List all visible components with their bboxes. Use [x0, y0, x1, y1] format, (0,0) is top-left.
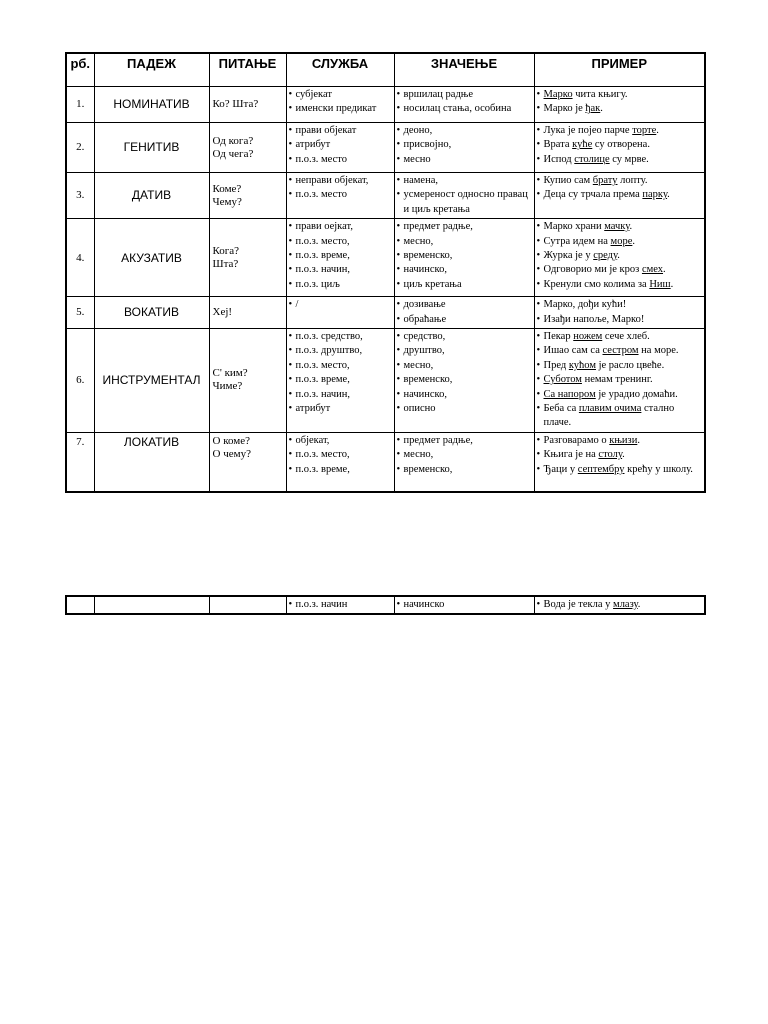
meaning-item: • описно — [397, 402, 532, 416]
cell-num: 3. — [66, 173, 94, 219]
cell-meaning — [394, 173, 534, 219]
example-highlight: среду — [593, 250, 618, 262]
cell-meaning — [394, 87, 534, 123]
example-highlight: куће — [572, 139, 593, 151]
header-case: ПАДЕЖ — [94, 53, 209, 87]
cases-table — [65, 52, 706, 493]
cell-question: О коме? О чему? — [209, 432, 286, 492]
example-item: • Вода је текла у млазу. — [537, 598, 703, 612]
example-highlight: ножем — [573, 331, 603, 343]
cell-num-empty — [66, 596, 94, 614]
cell-example — [534, 596, 705, 614]
example-list — [535, 123, 705, 168]
meaning-item: • циљ кретања — [397, 278, 532, 292]
meaning-item: • начинско, — [397, 263, 532, 277]
function-item: • п.о.з. начин — [289, 598, 392, 612]
function-item: • п.о.з. циљ — [289, 278, 392, 292]
cell-case: ЛОКАТИВ — [94, 432, 209, 492]
cell-question: Од кога? Од чега? — [209, 123, 286, 173]
cell-function — [286, 87, 394, 123]
function-list — [287, 297, 394, 313]
cell-case-empty — [94, 596, 209, 614]
function-item: • п.о.з. друштво, — [289, 344, 392, 358]
header-function: СЛУЖБА — [286, 53, 394, 87]
example-list — [535, 87, 705, 118]
cell-meaning — [394, 123, 534, 173]
table-row — [66, 297, 705, 329]
cell-num: 7. — [66, 432, 94, 492]
meaning-list — [395, 433, 534, 478]
table-row-continuation — [66, 596, 705, 614]
meaning-item: • месно, — [397, 359, 532, 373]
function-item: • / — [289, 298, 392, 312]
function-list — [287, 433, 394, 478]
meaning-list — [395, 219, 534, 293]
cell-function — [286, 173, 394, 219]
function-list — [287, 173, 394, 204]
meaning-item: • временско, — [397, 463, 532, 477]
example-item: • Купио сам брату лопту. — [537, 174, 703, 188]
meaning-item: • месно, — [397, 235, 532, 249]
example-list — [535, 329, 705, 432]
example-item: • Пекар ножем сече хлеб. — [537, 330, 703, 344]
cell-function — [286, 596, 394, 614]
function-item: • п.о.з. средство, — [289, 330, 392, 344]
meaning-item: • дозивање — [397, 298, 532, 312]
function-item: • п.о.з. место, — [289, 448, 392, 462]
cell-function — [286, 219, 394, 297]
example-item: • Беба са плавим очима стално плаче. — [537, 402, 703, 431]
meaning-item: • вршилац радње — [397, 88, 532, 102]
continuation-table — [65, 595, 706, 615]
function-item: • прави објекат — [289, 124, 392, 138]
example-item: • Суботом немам тренинг. — [537, 373, 703, 387]
function-item: • п.о.з. начин, — [289, 388, 392, 402]
meaning-item: • месно — [397, 153, 532, 167]
function-item: • п.о.з. место, — [289, 359, 392, 373]
header-question: ПИТАЊЕ — [209, 53, 286, 87]
example-highlight: торте — [632, 125, 657, 136]
meaning-item: • начинско — [397, 598, 532, 612]
function-item: • објекат, — [289, 434, 392, 448]
cell-function — [286, 432, 394, 492]
function-item: • п.о.з. место, — [289, 235, 392, 249]
table-row — [66, 329, 705, 433]
cell-meaning — [394, 432, 534, 492]
table-row — [66, 123, 705, 173]
example-item: • Марко је ђак. — [537, 102, 703, 116]
cell-function — [286, 329, 394, 433]
cell-question: Коме? Чему? — [209, 173, 286, 219]
example-item: • Врата куће су отворена. — [537, 138, 703, 152]
function-list — [287, 219, 394, 293]
meaning-item: • присвојно, — [397, 138, 532, 152]
meaning-item: • временско, — [397, 249, 532, 263]
example-highlight: ђак — [585, 103, 601, 115]
function-item: • п.о.з. место — [289, 153, 392, 167]
cell-num: 4. — [66, 219, 94, 297]
example-item: • Лука је појео парче торте. — [537, 124, 703, 138]
meaning-list — [395, 123, 534, 168]
meaning-item: • временско, — [397, 373, 532, 387]
cell-case: ГЕНИТИВ — [94, 123, 209, 173]
example-highlight: столице — [574, 153, 610, 165]
example-highlight: брату — [592, 175, 618, 186]
cell-function — [286, 123, 394, 173]
function-item: • субјекат — [289, 88, 392, 102]
example-highlight: Суботом — [543, 374, 582, 386]
cell-example — [534, 219, 705, 297]
table-row — [66, 219, 705, 297]
example-highlight: смех — [641, 264, 664, 276]
example-item: • Разговарамо о књизи. — [537, 434, 703, 448]
table-row — [66, 87, 705, 123]
meaning-item: • носилац стања, особина — [397, 102, 532, 116]
example-item: • Са напором је урадио домаћи. — [537, 388, 703, 402]
table-row — [66, 432, 705, 492]
example-item: • Кренули смо колима за Ниш. — [537, 278, 703, 292]
meaning-item: • усмереност односно правац и циљ кретања — [397, 188, 532, 217]
meaning-item: • предмет радње, — [397, 220, 532, 234]
meaning-list — [395, 329, 534, 417]
meaning-item: • намена, — [397, 174, 532, 188]
example-item: • Књига је на столу. — [537, 448, 703, 462]
example-item: • Марко, дођи кући! — [537, 298, 703, 312]
table-row — [66, 173, 705, 219]
header-example: ПРИМЕР — [534, 53, 705, 87]
cell-case: ДАТИВ — [94, 173, 209, 219]
function-item: • неправи објекат, — [289, 174, 392, 188]
function-list — [287, 87, 394, 118]
cell-meaning — [394, 297, 534, 329]
cell-case: ИНСТРУМЕНТАЛ — [94, 329, 209, 433]
header-meaning: ЗНАЧЕЊЕ — [394, 53, 534, 87]
cell-num: 2. — [66, 123, 94, 173]
header-row — [66, 53, 705, 87]
cell-question-empty — [209, 596, 286, 614]
example-item: • Ђаци у септембру крећу у школу. — [537, 463, 703, 477]
function-item: • именски предикат — [289, 102, 392, 116]
meaning-item: • обраћање — [397, 313, 532, 327]
function-item: • атрибут — [289, 138, 392, 152]
cell-meaning — [394, 219, 534, 297]
meaning-item: • друштво, — [397, 344, 532, 358]
cell-example — [534, 173, 705, 219]
cell-case: АКУЗАТИВ — [94, 219, 209, 297]
example-highlight: мачку — [604, 221, 630, 233]
cell-num: 5. — [66, 297, 94, 329]
cell-case: НОМИНАТИВ — [94, 87, 209, 123]
function-item: • п.о.з. место — [289, 188, 392, 202]
example-list — [535, 219, 705, 293]
example-list — [535, 297, 705, 328]
example-list — [535, 173, 705, 204]
cell-num: 1. — [66, 87, 94, 123]
cell-question: Хеј! — [209, 297, 286, 329]
example-item: • Одговорио ми је кроз смех. — [537, 263, 703, 277]
meaning-list — [395, 297, 534, 328]
meaning-item: • предмет радње, — [397, 434, 532, 448]
example-highlight: млазу — [613, 599, 638, 610]
example-item: • Журка је у среду. — [537, 249, 703, 263]
function-item: • п.о.з. време, — [289, 249, 392, 263]
example-item: • Сутра идем на море. — [537, 235, 703, 249]
example-highlight: столу — [598, 449, 623, 461]
function-item: • п.о.з. начин, — [289, 263, 392, 277]
example-highlight: кућом — [568, 359, 596, 371]
function-list — [287, 123, 394, 168]
function-item: • п.о.з. време, — [289, 373, 392, 387]
cell-question: С' ким? Чиме? — [209, 329, 286, 433]
function-item: • прави оејкат, — [289, 220, 392, 234]
cell-meaning — [394, 596, 534, 614]
example-highlight: књизи — [609, 434, 638, 446]
meaning-item: • месно, — [397, 448, 532, 462]
meaning-list — [395, 173, 534, 218]
function-item: • п.о.з. време, — [289, 463, 392, 477]
example-highlight: Ниш — [649, 278, 671, 290]
cell-example — [534, 123, 705, 173]
example-highlight: плавим очима — [578, 403, 642, 415]
cell-case: ВОКАТИВ — [94, 297, 209, 329]
cell-question: Ко? Шта? — [209, 87, 286, 123]
example-item: • Испод столице су мрве. — [537, 153, 703, 167]
example-item: • Деца су трчала према парку. — [537, 188, 703, 202]
header-num: рб. — [66, 53, 94, 87]
cell-question: Кога? Шта? — [209, 219, 286, 297]
meaning-item: • деоно, — [397, 124, 532, 138]
example-list — [535, 433, 705, 478]
example-highlight: парку — [642, 189, 668, 201]
cell-num: 6. — [66, 329, 94, 433]
function-list — [287, 329, 394, 417]
cell-example — [534, 432, 705, 492]
meaning-list — [395, 87, 534, 118]
example-highlight: Са напором — [543, 388, 596, 400]
example-item: • Пред кућом је расло цвеће. — [537, 359, 703, 373]
cell-example — [534, 87, 705, 123]
example-item: • Марко чита књигу. — [537, 88, 703, 102]
example-item: • Изађи напоље, Марко! — [537, 313, 703, 327]
example-item: • Ишао сам са сестром на море. — [537, 344, 703, 358]
example-highlight: Марко — [543, 89, 573, 100]
cell-meaning — [394, 329, 534, 433]
meaning-item: • начинско, — [397, 388, 532, 402]
meaning-item: • средство, — [397, 330, 532, 344]
example-highlight: септембру — [577, 463, 625, 475]
example-item: • Марко храни мачку. — [537, 220, 703, 234]
cell-function — [286, 297, 394, 329]
function-item: • атрибут — [289, 402, 392, 416]
example-highlight: сестром — [602, 345, 639, 357]
cell-example — [534, 329, 705, 433]
example-highlight: море — [610, 235, 633, 247]
cell-example — [534, 297, 705, 329]
